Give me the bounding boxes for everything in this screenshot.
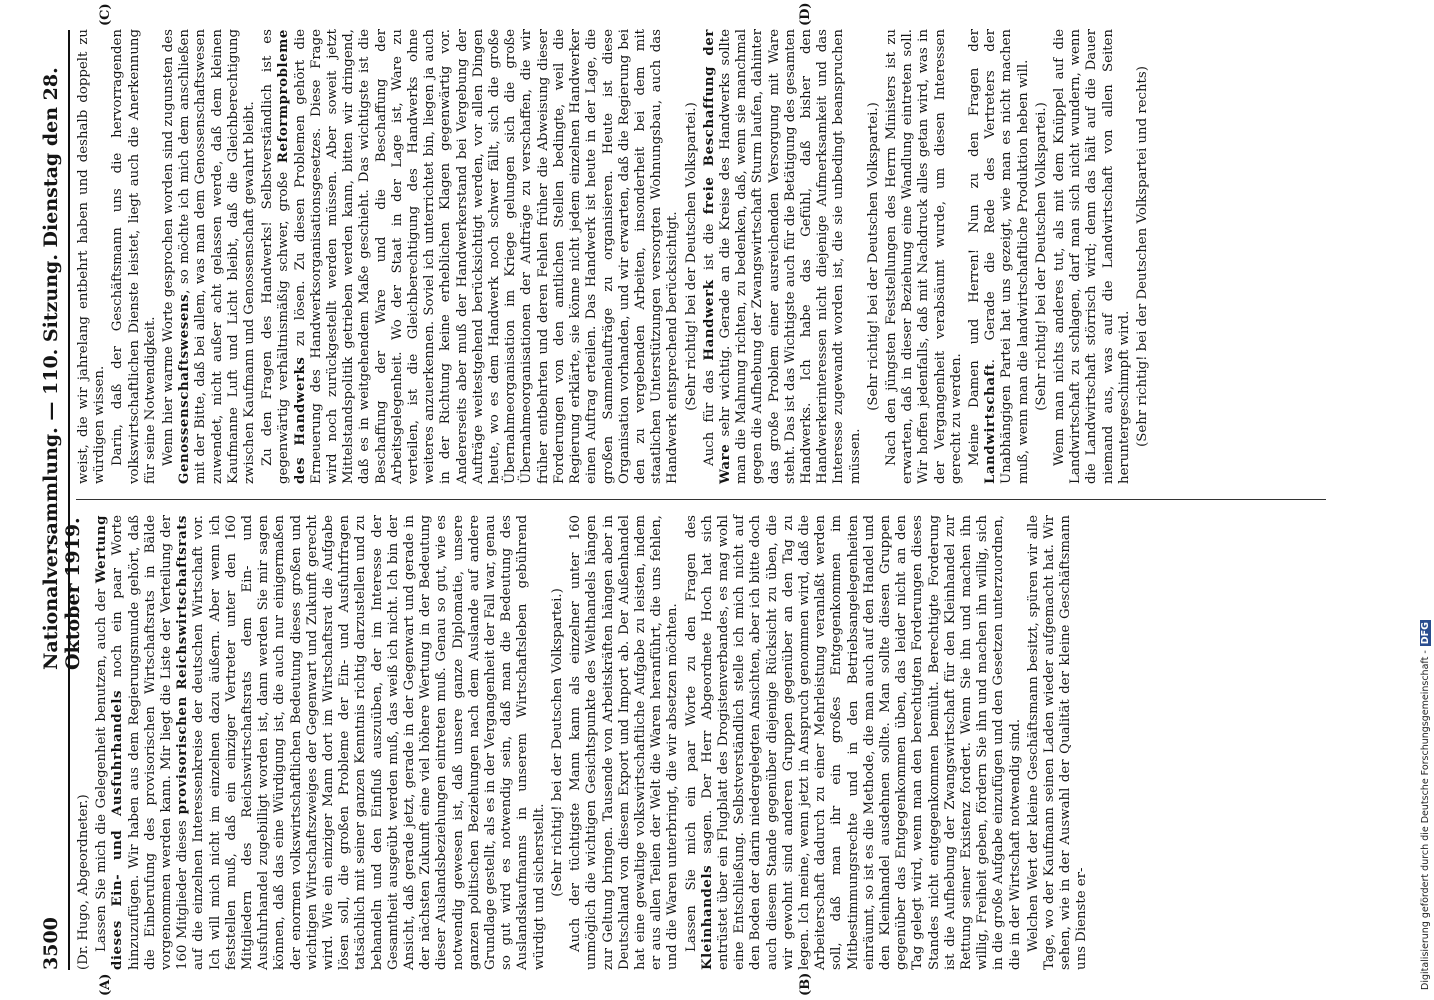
column-divider bbox=[76, 499, 1326, 500]
margin-mark-b: (B) bbox=[798, 972, 813, 996]
left-column bbox=[76, 515, 1326, 970]
speaker-line: (Dr. Hugo, Abgeordneter.) bbox=[76, 794, 91, 970]
margin-mark-d: (D) bbox=[798, 2, 813, 26]
paragraph: Nach den jüngsten Feststellungen des Herrn Ministers ist zu erwarten, daß in dieser Beziehung eine Wandlung eintreten soll. Wir hoffen jedenfalls, daß mit Nachdruck alles getan wird, was in der Vergangenheit verabsäumt wurde, um diesen Interessen gerecht zu werden. bbox=[883, 29, 964, 484]
paragraph: Meine Damen und Herren! Nun zu den Fragen der Landwirtschaft. Gerade die Rede des Vertreters der Unabhängigen Partei hat uns gezeigt, wie man es nicht machen muß, wenn man die landwirtschaftliche Produktion heben will. bbox=[966, 29, 1031, 484]
paragraph: Lassen Sie mich ein paar Worte zu den Fragen des Kleinhandels sagen. Der Herr Abgeordnete Hoch hat sich entrüstet über ein Flugblatt des Drogistenverbandes, es mag wohl eine Entschließung. Selbstverständlich stelle ich mich nicht auf den Boden der darin niedergelegten Ansichten, aber ich bitte doch auch diesem Stande gegenüber diejenige Rücksicht zu üben, die wir gewohnt sind anderen Gruppen gegenüber an den Tag zu legen. Ich meine, wenn jetzt in Anspruch genommen wird, daß die Arbeiterschaft dadurch zu einer Mehrleistung veranlaßt werden soll, daß man ihr ein großes Entgegenkommen im Mitbestimmungsrechte und in den Betriebsangelegenheiten einräumt, so ist es die Methode, die man auch auf den Handel und den Kleinhandel ausdehnen sollte. Man sollte diesen Gruppen gegenüber das Entgegenkommen üben, das leider nicht an den Tag gelegt wird, wenn man den berechtigten Forderungen dieses Standes nicht entgegenkommen bemüht. Berechtigte Forderung ist die Aufhebung der Zwangswirtschaft für den Kleinhandel zur Rettung seiner Existenz fordert. Wenn Sie ihn und machen ihn willig, Freiheit geben, fördern Sie ihn und machen ihn willig, sich in die große Aufgabe einzufügen und den Gesetzen unterzuordnen, die in der Wirtschaft notwendig sind. bbox=[683, 515, 1023, 970]
paragraph: Wenn man nichts anderes tut, als mit dem Knüppel auf die Landwirtschaft zu schlagen, darf man sich nicht wundern, wenn die Landwirtschaft störrisch wird; denn das hält auf die Dauer niemand aus, was auf die Landwirtschaft von allen Seiten heruntergeschimpft wird. bbox=[1051, 29, 1132, 484]
text-columns bbox=[76, 30, 1326, 970]
page-title: Nationalversammlung. — 110. Sitzung. Dienstag den 28. Oktober 1919. bbox=[40, 67, 84, 670]
applause-note: (Sehr richtig! bei der Deutschen Volkspartei.) bbox=[549, 588, 565, 897]
margin-mark-a: (A) bbox=[98, 973, 113, 996]
paragraph: Welchen Wert der kleine Geschäftsmann besitzt, spüren wir alle Tage, wo der Kaufmann seinen Laden wieder aufgemacht hat. Wir sehen, wie in der Auswahl der Qualität der kleine Geschäftsmann uns Dienste er- bbox=[1025, 515, 1090, 970]
page-number: 3500 bbox=[40, 917, 62, 970]
applause-note: (Sehr richtig! bei der Deutschen Volkspartei.) bbox=[683, 102, 699, 411]
paragraph: Lassen Sie mich die Gelegenheit benutzen, auch der Wertung dieses Ein- und Ausfuhrhandels noch ein paar Worte hinzuzufügen. Wir haben aus dem Regierungsmunde gehört, daß die Einberufung des provisorischen Wirtschaftsrats in Bälde vorgenommen werden kann. Mir liegt die Liste der Verteilung der 160 Mitglieder dieses provisorischen Reichswirtschaftsrats auf die einzelnen Interessenkreise der deutschen Wirtschaft vor. Ich will mich nicht im einzelnen dazu äußern. Aber wenn ich feststellen muß, daß ein einziger Vertreter unter den 160 Mitgliedern des Reichswirtschaftsrats dem Ein- und Ausfuhrhandel zugebilligt worden ist, dann werden Sie mir sagen können, daß das eine Würdigung ist, die auch nur einigermaßen der enormen volkswirtschaftlichen Bedeutung dieses großen und wichtigen Wirtschaftszweiges der Gegenwart und Zukunft gerecht wird. Wie ein einziger Mann dort im Wirtschaftsrat die Aufgabe lösen soll, die großen Probleme der Ein- und Ausfuhrfragen tatsächlich mit seiner ganzen Kenntnis richtig darzustellen und zu behandeln und den Einfluß auszuüben, der im Interesse der Gesamtheit ausgeübt werden muß, das weiß ich nicht. Ich bin der Ansicht, daß gerade jetzt, gerade in der Gegenwart und gerade in der nächsten Zukunft eine viel höhere Wertung in der Bedeutung dieser Auslandsbeziehungen eintreten muß. Genau so gut, wie es notwendig gewesen ist, daß unsere ganze Diplomatie, unsere ganzen politischen Beziehungen nach dem Auslande auf andere Grundlage gestellt, als es in der Vergangenheit der Fall war, genau so gut wird es notwendig sein, daß man die Bedeutung des Auslandskaufmanns in unserem Wirtschaftsleben gebührend würdigt und sicherstellt. bbox=[94, 515, 547, 970]
applause-note: (Sehr richtig! bei der Deutschen Volkspartei.) bbox=[865, 102, 881, 411]
right-column bbox=[76, 29, 1326, 484]
digitization-credit bbox=[1420, 10, 1434, 990]
paragraph: Darin, daß der Geschäftsmann uns die hervorragenden volkswirtschaftlichen Dienste leistet, liegt auch die Anerkennung für seine Notwendigkeit. bbox=[110, 29, 158, 484]
applause-note: (Sehr richtig! bei der Deutschen Volkspartei.) bbox=[1033, 102, 1049, 411]
paragraph: Zu den Fragen des Handwerks! Selbstverständlich ist es gegenwärtig verhältnismäßig schwer, große Reformprobleme des Handwerks zu lösen. Zu diesen Problemen gehört die Erneuerung des Handwerksorganisationsgesetzes. Diese Frage wird noch zurückgestellt werden müssen. Aber soweit jetzt Mittelstandspolitik getrieben werden kann, bitten wir dringend, daß es in weitgehendem Maße geschieht. Das wichtigste ist die Beschaffung der Ware und die Beschaffung der Arbeitsgelegenheit. Wo der Staat in der Lage ist, Ware zu verteilen, ist die Gleichberechtigung des Handwerks ohne weiteres anzuerkennen. Soviel ich unterrichtet bin, liegen ja auch in der Richtung keine erheblichen Klagen gegenwärtig vor. Andererseits aber muß der Handwerkerstand bei Vergebung der Aufträge weitestgehend berücksichtigt werden, vor allen Dingen heute, wo es dem Handwerk noch schwer fällt, sich die große Übernahmeorganisation im Kriege gelungen sich die große Übernahmeorganisationen der Aufträge zu verschaffen, die wir früher entbehrten und deren Fehlen früher die Abweisung dieser Forderungen von den amtlichen Stellen bedingte, weil die Regierung erklärte, sie könne nicht jedem einzelnen Handwerker einen Auftrag erteilen. Das Handwerk ist heute in der Lage, die großen Sammelaufträge zu organisieren. Heute ist diese Organisation vorhanden, und wir erwarten, daß die Regierung bei den zu vergebenden Arbeiten, insonderheit bei dem mit staatlichen Unterstützungen versorgten Wohnungsbau, auch das Handwerk entsprechend berücksichtigt. bbox=[260, 29, 681, 484]
applause-note: (Sehr richtig! bei der Deutschen Volkspartei und rechts) bbox=[1135, 66, 1150, 447]
paragraph: weist, die wir jahrelang entbehrt haben und deshalb doppelt zu würdigen wissen. bbox=[76, 29, 108, 484]
paragraph: Auch der tüchtigste Mann kann als einzelner unter 160 unmöglich die wichtigen Gesichtspunkte des Welthandels hängen zur Geltung bringen. Tausende von Arbeitskräften hängen aber in Deutschland von diesem Export und Import ab. Der Außenhandel hat eine gewaltige volkswirtschaftliche Aufgabe zu leisten, indem er aus allen Teilen der Welt die Waren heranführt, die uns fehlen, und die Waren unterbringt, die wir absetzen möchten. bbox=[568, 515, 681, 970]
paragraph: Auch für das Handwerk ist die freie Beschaffung der Ware sehr wichtig. Gerade an die Kreise des Handwerks sollte man die Mahnung richten, zu bedenken, daß, wenn sie manchmal gegen die Aufhebung der Zwangswirtschaft Sturm laufen, dahinter das große Problem einer ausreichenden Versorgung mit Ware steht. Das ist das Wichtigste auch für die Betätigung des gesamten Handwerks. Ich habe das Gefühl, daß bisher den Handwerkerinteressen nicht diejenige Aufmerksamkeit und das Interesse zugewandt worden ist, die sie unbedingt beanspruchen müssen. bbox=[701, 29, 863, 484]
credit-text: Digitalisierung gefördert durch die Deutsche Forschungsgemeinschaft - bbox=[1420, 650, 1431, 990]
paragraph: Wenn hier warme Worte gesprochen worden sind zugunsten des Genossenschaftswesens, so möchte ich mich dem anschließen mit der Bitte, daß bei allem, was man dem Genossenschaftswesen zuwendet, nicht außer acht gelassen werde, daß dem kleinen Kaufmanne Luft und Licht bleibt, daß die Gleichberechtigung zwischen Kaufmann und Genossenschaft gewahrt bleibt. bbox=[161, 29, 258, 484]
dfg-logo: DFG bbox=[1420, 622, 1431, 645]
margin-mark-c: (C) bbox=[98, 3, 113, 26]
newspaper-page bbox=[38, 2, 1338, 996]
